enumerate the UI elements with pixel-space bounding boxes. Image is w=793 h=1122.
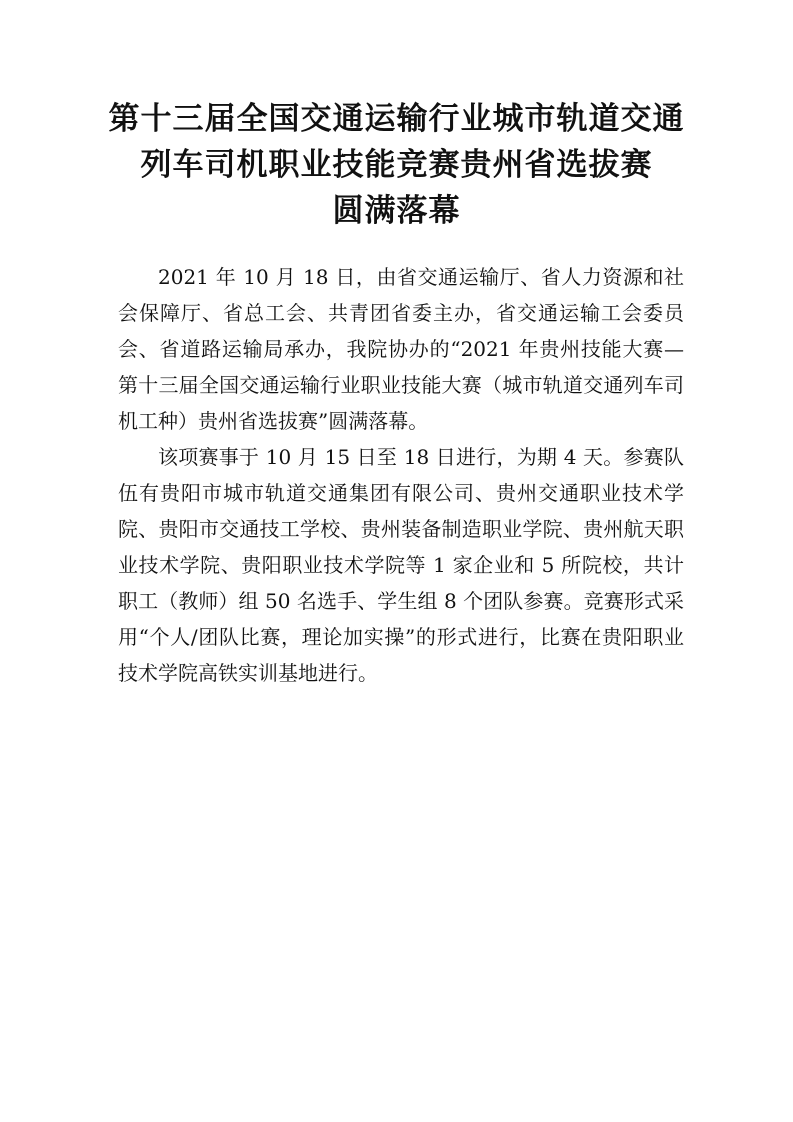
title-line-3: 圆满落幕: [332, 193, 461, 229]
article-body: [118, 259, 684, 691]
title-line-1: 第十三届全国交通运输行业城市轨道交通: [108, 101, 685, 137]
paragraph-1: 2021 年 10 月 18 日，由省交通运输厅、省人力资源和社会保障厅、省总工会、共青团省委主办，省交通运输工会委员会、省道路运输局承办，我院协办的“2021 年贵州技能大赛—第十三届全国交通运输行业职业技能大赛（城市轨道交通列车司机工种）贵州省选拔赛”圆满落幕。: [118, 265, 684, 433]
document-title: [100, 96, 693, 234]
title-line-2: 列车司机职业技能竞赛贵州省选拔赛: [140, 147, 653, 183]
paragraph-2: 该项赛事于 10 月 15 日至 18 日进行，为期 4 天。参赛队伍有贵阳市城市轨道交通集团有限公司、贵州交通职业技术学院、贵阳市交通技工学校、贵州装备制造职业学院、贵州航天职业技术学院、贵阳职业技术学院等 1 家企业和 5 所院校，共计职工（教师）组 50 名选手、学生组 8 个团队参赛。竞赛形式采用“个人/团队比赛，理论加实操”的形式进行，比赛在贵阳职业技术学院高铁实训基地进行。: [118, 445, 684, 685]
